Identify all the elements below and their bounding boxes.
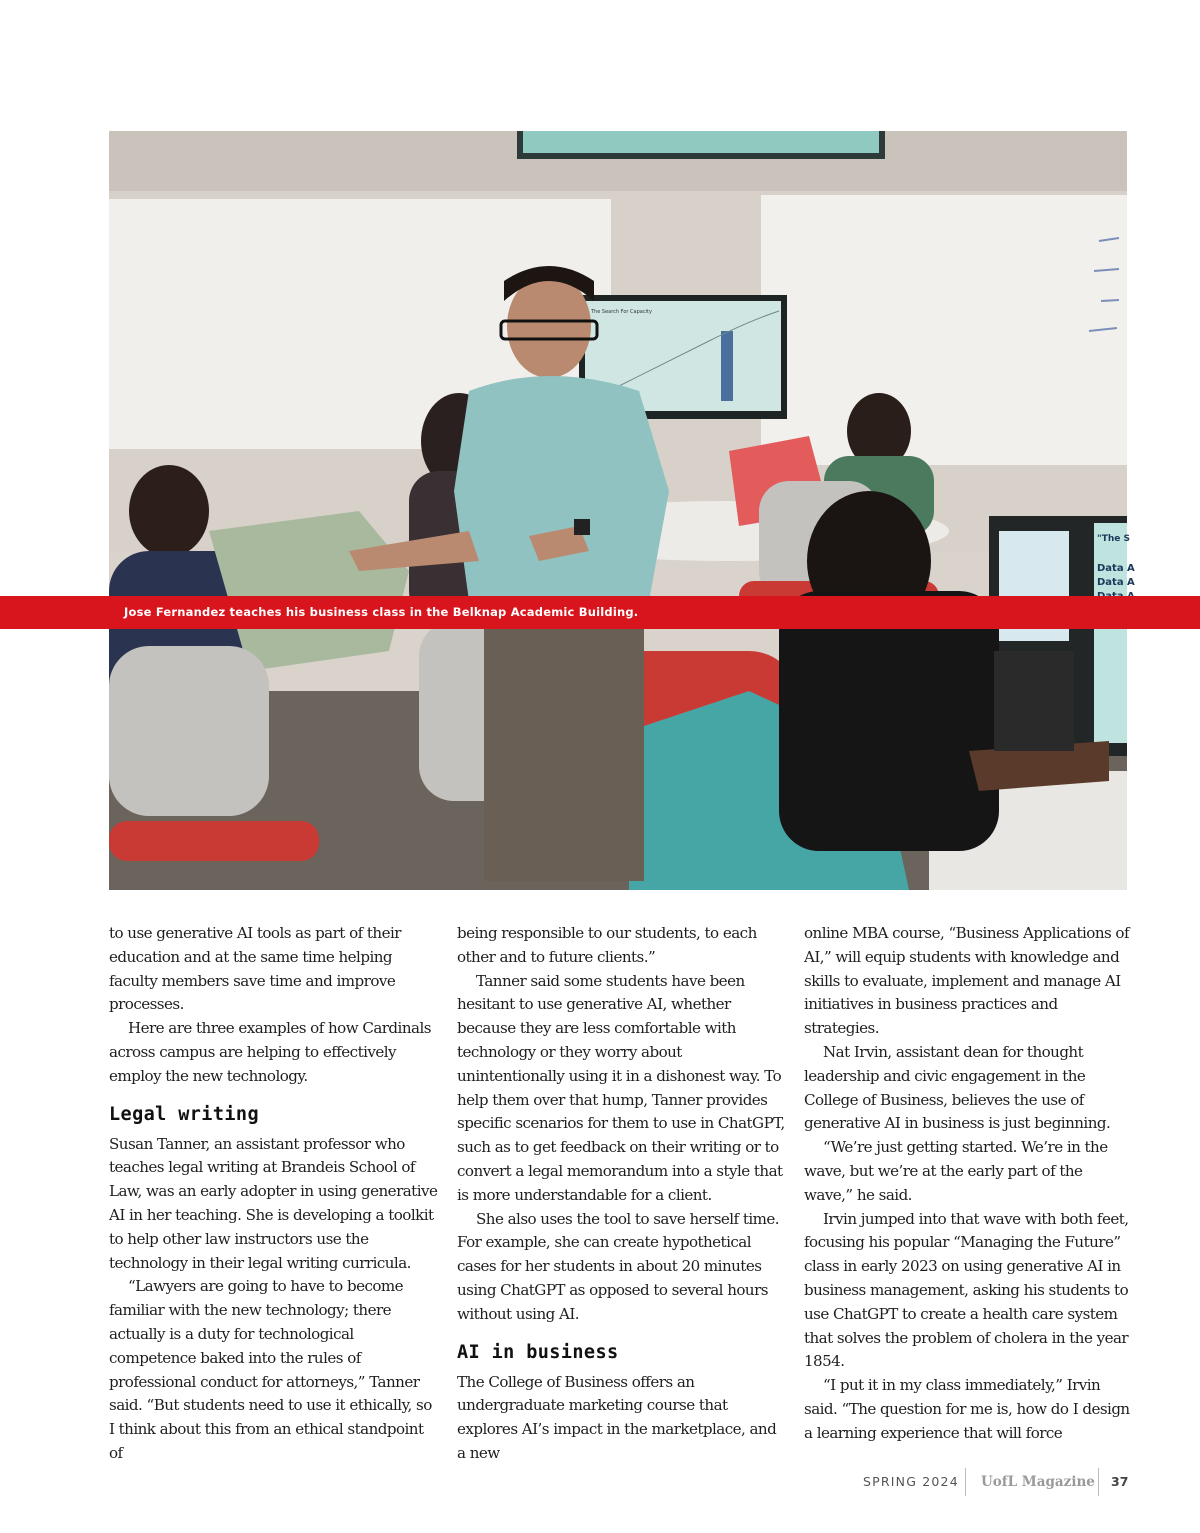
article-column-2 bbox=[457, 922, 787, 1466]
footer-season: SPRING 2024 bbox=[863, 1474, 959, 1489]
paragraph: The College of Business offers an undergraduate marketing course that explores AI’s impact in the marketplace, and a new bbox=[457, 1372, 777, 1462]
paragraph: “Lawyers are going to have to become familiar with the new technology; there actually is a duty for technological competence baked into the rules of professional conduct for attorneys,” Tanner said. “But students need to use it ethically, so I think about this from an ethical standpoint of bbox=[109, 1277, 432, 1462]
paragraph: Here are three examples of how Cardinals across campus are helping to effectively employ the new technology. bbox=[109, 1019, 431, 1085]
article-column-3 bbox=[804, 922, 1134, 1446]
paragraph: Nat Irvin, assistant dean for thought leadership and civic engagement in the College of Business, believes the use of generative AI in business is just beginning. bbox=[804, 1042, 1111, 1133]
footer-divider bbox=[1098, 1468, 1099, 1496]
footer-divider bbox=[965, 1468, 966, 1496]
photo-caption: Jose Fernandez teaches his business class in the Belknap Academic Building. bbox=[124, 605, 639, 619]
right-screen-line-2: Data A bbox=[1097, 577, 1135, 588]
article-column-1 bbox=[109, 922, 439, 1466]
section-heading-ai-in-business: AI in business bbox=[457, 1341, 619, 1363]
right-screen-line-1: Data A bbox=[1097, 563, 1135, 574]
section-heading-legal-writing: Legal writing bbox=[109, 1103, 259, 1125]
paragraph: Susan Tanner, an assistant professor who teaches legal writing at Brandeis School of Law, was an early adopter in using generative AI in her teaching. She is developing a toolkit to help other law instructors use the technology in their legal writing curricula. bbox=[109, 1134, 438, 1272]
paragraph: online MBA course, “Business Applications of AI,” will equip students with knowledge and skills to evaluate, implement and manage AI initiatives in business practices and strategies. bbox=[804, 924, 1130, 1038]
paragraph: “I put it in my class immediately,” Irvin said. “The question for me is, how do I design a learning experience that will force bbox=[804, 1376, 1130, 1442]
paragraph: being responsible to our students, to each other and to future clients.” bbox=[457, 924, 757, 966]
caption-bar bbox=[0, 596, 1200, 629]
paragraph: She also uses the tool to save herself time. For example, she can create hypothetical cases for her students in about 20 minutes using ChatGPT as opposed to several hours without using AI. bbox=[457, 1209, 780, 1323]
footer-magazine-name: UofL Magazine bbox=[981, 1474, 1095, 1490]
paragraph: “We’re just getting started. We’re in the wave, but we’re at the early part of the wave,” he said. bbox=[804, 1138, 1108, 1204]
classroom-photo bbox=[109, 131, 1135, 890]
paragraph: to use generative AI tools as part of their education and at the same time helping faculty members save time and improve processes. bbox=[109, 924, 401, 1014]
left-screen-title: The Search For Capacity bbox=[591, 309, 652, 315]
paragraph: Tanner said some students have been hesitant to use generative AI, whether because they are less comfortable with technology or they worry about unintentionally using it in a dishonest way. To help them over that hump, Tanner provides specific scenarios for them to use in ChatGPT, such as to get feedback on their writing or to convert a legal memorandum into a style that is more understandable for a client. bbox=[457, 971, 785, 1204]
right-screen-title: "The S bbox=[1097, 534, 1130, 544]
paragraph: Irvin jumped into that wave with both feet, focusing his popular “Managing the Future” class in early 2023 on using generative AI in business management, asking his students to use ChatGPT to create a health care system that solves the problem of cholera in the year 1854. bbox=[804, 1209, 1129, 1371]
page-number: 37 bbox=[1111, 1474, 1129, 1489]
